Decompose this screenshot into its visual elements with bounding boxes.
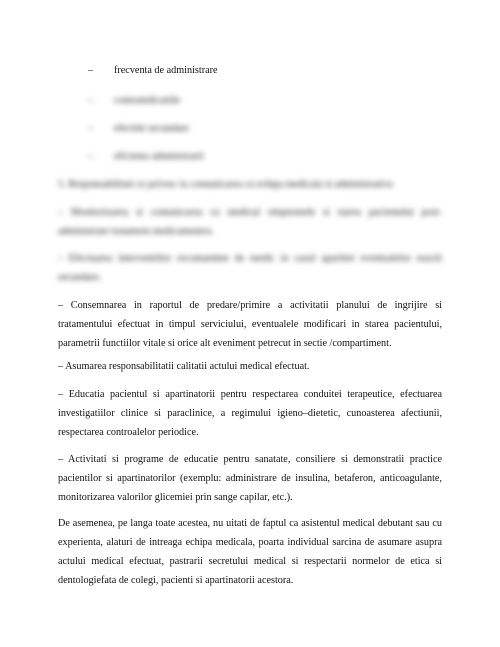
bullet-text: contraindicatiile	[114, 95, 181, 106]
bullet-item	[88, 150, 204, 164]
paragraph: – Monitorizarea si comunicarea cu medicul simptomele si starea pacientului post- administrare tratament medicamentos.	[58, 207, 442, 237]
bullet-dash: –	[88, 123, 94, 134]
section-heading: 5. Responsabilitati ce privesc la comunicarea cu echipa medicala si administrativa	[58, 179, 393, 190]
bullet-text: eficienta administrarii	[114, 151, 204, 162]
bullet-dash: –	[88, 65, 94, 76]
paragraph: – Efectuarea interventiilor recomandate de medic in cazul aparitiei eventualelor reactii secundare.	[58, 253, 442, 283]
bullet-item	[88, 94, 180, 108]
paragraph: De asemenea, pe langa toate acestea, nu uitati de faptul ca asistentul medical debutant sau cu experienta, alaturi de intreaga echipa medicala, poarta individual sarcina de asumare asupra actului medical efectuat, pastrarii secretului medical si respectarii normelor de etica si dentologiefata de colegi, pacienti si apartinatorii acestora.	[58, 518, 442, 586]
bullet-text: frecventa de administrare	[114, 65, 218, 76]
bullet-item	[88, 122, 189, 136]
paragraph: – Asumarea responsabilitatii calitatii actului medical efectuat.	[58, 361, 310, 372]
paragraph: – Consemnarea in raportul de predare/primire a activitatii planului de ingrijire si tratamentului efectuat in timpul serviciului, eventualele modificari in starea pacientului, parametrii functiilor vitale si orice alt eveniment petrecut in sectie /compartiment.	[58, 300, 442, 349]
bullet-dash: –	[88, 151, 94, 162]
bullet-text: efectele secundare	[114, 123, 189, 134]
bullet-dash: –	[88, 95, 94, 106]
bullet-item	[88, 64, 218, 78]
paragraph: – Activitati si programe de educatie pentru sanatate, consiliere si demonstratii practice pacientilor si apartinatorilor (exemplu: administrare de insulina, betaferon, anticoagulante, monitorizarea valorilor glicemiei prin sange capilar, etc.).	[58, 454, 442, 503]
paragraph: – Educatia pacientul si apartinatorii pentru respectarea conduitei terapeutice, efectuarea investigatiilor clinice si paraclinice, a regimului igieno–dietetic, cunoasterea afectiunii, respectarea controalelor periodice.	[58, 389, 442, 438]
